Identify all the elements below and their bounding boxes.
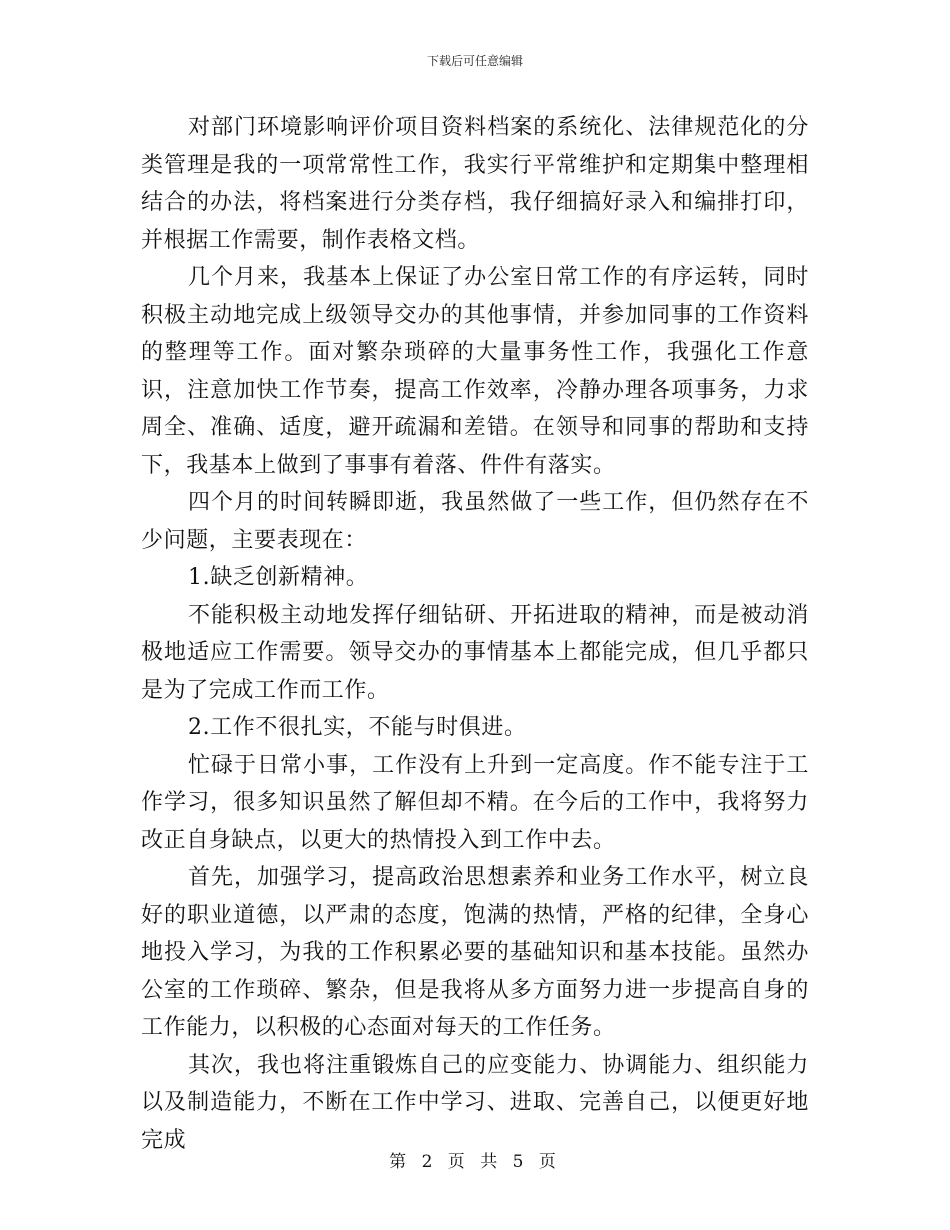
paragraph: 其次，我也将注重锻炼自己的应变能力、协调能力、组织能力以及制造能力，不断在工作中学习、进取、完善自己，以便更好地完成 (141, 1052, 809, 1153)
paragraph: 首先，加强学习，提高政治思想素养和业务工作水平，树立良好的职业道德，以严肃的态度，饱满的热情，严格的纪律，全身心地投入学习，为我的工作积累必要的基础知识和基本技能。虽然办公室的工作琐碎、繁杂，但是我将从多方面努力进一步提高自身的工作能力，以积极的心态面对每天的工作任务。 (141, 865, 809, 1040)
list-heading: 2.工作不很扎实，不能与时俱进。 (188, 715, 527, 740)
page-number: 第 2 页 共 5 页 (389, 1152, 561, 1172)
paragraph: 几个月来，我基本上保证了办公室日常工作的有序运转，同时积极主动地完成上级领导交办的其他事情，并参加同事的工作资料的整理等工作。面对繁杂琐碎的大量事务性工作，我强化工作意识，注意加快工作节奏，提高工作效率，冷静办理各项事务，力求周全、准确、适度，避开疏漏和差错。在领导和同事的帮助和支持下，我基本上做到了事事有着落、件件有落实。 (141, 265, 809, 478)
document-body (141, 109, 809, 1159)
paragraph: 忙碌于日常小事，工作没有上升到一定高度。作不能专注于工作学习，很多知识虽然了解但却不精。在今后的工作中，我将努力改正自身缺点，以更大的热情投入到工作中去。 (141, 752, 809, 853)
paragraph: 对部门环境影响评价项目资料档案的系统化、法律规范化的分类管理是我的一项常常性工作，我实行平常维护和定期集中整理相结合的办法，将档案进行分类存档，我仔细搞好录入和编排打印，并根据工作需要，制作表格文档。 (141, 115, 809, 253)
paragraph: 不能积极主动地发挥仔细钻研、开拓进取的精神，而是被动消极地适应工作需要。领导交办的事情基本上都能完成，但几乎都只是为了完成工作而工作。 (141, 602, 809, 703)
page-header-note: 下载后可任意编辑 (426, 54, 523, 68)
list-heading: 1.缺乏创新精神。 (188, 565, 369, 590)
paragraph: 四个月的时间转瞬即逝，我虽然做了一些工作，但仍然存在不少问题，主要表现在： (141, 490, 809, 553)
